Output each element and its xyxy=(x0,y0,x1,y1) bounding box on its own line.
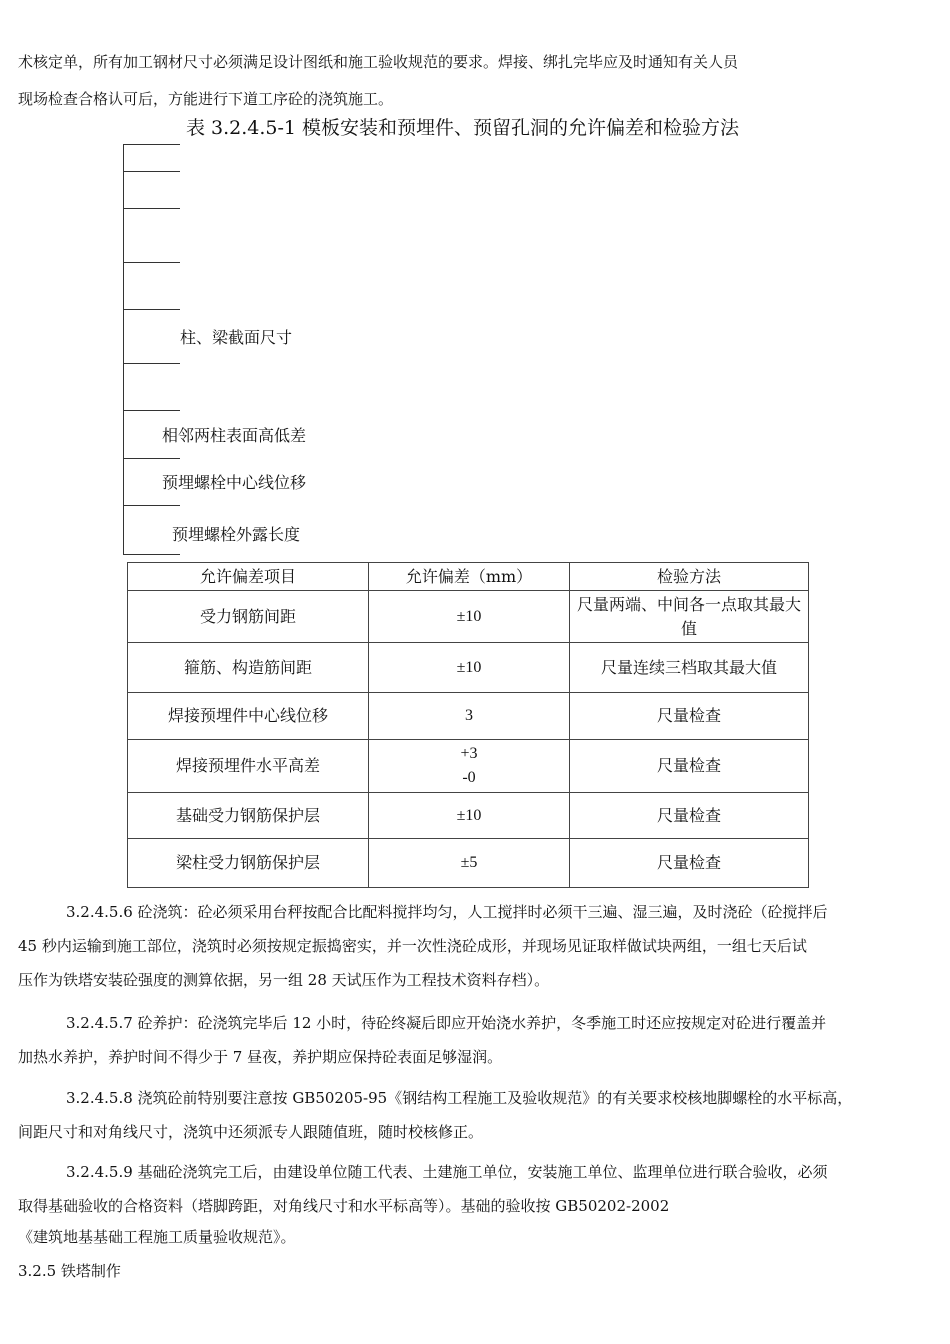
row-tolerance: 3 xyxy=(369,693,570,740)
row-method: 尺量检查 xyxy=(570,793,809,839)
header-item: 允许偏差项目 xyxy=(128,563,369,591)
paragraph-line: 3.2.4.5.8 浇筑砼前特别要注意按 GB50205-95《钢结构工程施工及验收规范》的有关要求校核地脚螺栓的水平标高， xyxy=(66,1089,853,1107)
table-row xyxy=(128,693,809,740)
tolerance-table xyxy=(127,562,809,888)
row-tolerance: ±10 xyxy=(369,793,570,839)
table-row xyxy=(128,591,809,643)
tolerance-lower: -0 xyxy=(462,769,476,786)
row-tolerance: ±5 xyxy=(369,839,570,888)
row-tolerance xyxy=(369,740,570,793)
header-method: 检验方法 xyxy=(570,563,809,591)
row-method: 尺量检查 xyxy=(570,839,809,888)
row-item: 焊接预埋件中心线位移 xyxy=(128,693,369,740)
row-method: 尺量两端、中间各一点取其最大值 xyxy=(570,591,809,643)
row-method: 尺量连续三档取其最大值 xyxy=(570,643,809,693)
fragment-item: 预埋螺栓中心线位移 xyxy=(162,473,307,492)
table-row xyxy=(128,643,809,693)
paragraph-line: 《建筑地基基础工程施工质量验收规范》。 xyxy=(18,1228,296,1246)
table-title: 表 3.2.4.5-1 模板安装和预埋件、预留孔洞的允许偏差和检验方法 xyxy=(186,117,740,139)
paragraph-3-2-4-5-6 xyxy=(18,895,918,997)
fragment-rule xyxy=(123,208,180,209)
fragment-rule xyxy=(123,410,180,411)
fragment-border-left xyxy=(123,144,124,555)
paragraph-line: 3.2.4.5.6 砼浇筑：砼必须采用台秤按配合比配料搅拌均匀，人工搅拌时必须干三遍、湿三遍，及时浇砼（砼搅拌后 xyxy=(66,903,828,921)
paragraph-line: 压作为铁塔安装砼强度的测算依据，另一组 28 天试压作为工程技术资料存档）。 xyxy=(18,971,550,989)
fragment-rule xyxy=(123,363,180,364)
row-item: 梁柱受力钢筋保护层 xyxy=(128,839,369,888)
paragraph-line: 3.2.4.5.9 基础砼浇筑完工后，由建设单位随工代表、土建施工单位，安装施工单位、监理单位进行联合验收，必须 xyxy=(66,1163,828,1181)
fragment-rule xyxy=(123,144,180,145)
paragraph-line: 45 秒内运输到施工部位，浇筑时必须按规定振捣密实，并一次性浇砼成形，并现场见证取样做试块两组，一组七天后试 xyxy=(18,937,807,955)
paragraph-3-2-4-5-7 xyxy=(18,1006,918,1074)
row-item: 焊接预埋件水平高差 xyxy=(128,740,369,793)
paragraph-line: 取得基础验收的合格资料（塔脚跨距，对角线尺寸和水平标高等）。基础的验收按 GB50202-2002 xyxy=(18,1197,670,1215)
row-method: 尺量检查 xyxy=(570,693,809,740)
paragraph-line: 间距尺寸和对角线尺寸，浇筑中还须派专人跟随值班，随时校核修正。 xyxy=(18,1123,484,1141)
fragment-rule xyxy=(123,262,180,263)
fragment-rule xyxy=(123,554,180,555)
fragment-rule xyxy=(123,171,180,172)
fragment-item: 预埋螺栓外露长度 xyxy=(172,525,301,544)
row-tolerance: ±10 xyxy=(369,591,570,643)
row-item: 基础受力钢筋保护层 xyxy=(128,793,369,839)
row-item: 箍筋、构造筋间距 xyxy=(128,643,369,693)
row-item: 受力钢筋间距 xyxy=(128,591,369,643)
paragraph-3-2-4-5-8 xyxy=(18,1081,918,1149)
table-row xyxy=(128,793,809,839)
row-tolerance: ±10 xyxy=(369,643,570,693)
fragment-rule xyxy=(123,309,180,310)
header-tolerance: 允许偏差（mm） xyxy=(369,563,570,591)
table-row xyxy=(128,839,809,888)
section-heading: 3.2.5 铁塔制作 xyxy=(18,1262,121,1280)
fragment-item: 柱、梁截面尺寸 xyxy=(180,328,293,347)
table-row xyxy=(128,740,809,793)
fragment-rule xyxy=(123,458,180,459)
tolerance-upper: +3 xyxy=(460,745,478,762)
paragraph-line: 3.2.4.5.7 砼养护：砼浇筑完毕后 12 小时，待砼终凝后即应开始浇水养护，冬季施工时还应按规定对砼进行覆盖并 xyxy=(66,1014,827,1032)
intro-line-1: 术核定单，所有加工钢材尺寸必须满足设计图纸和施工验收规范的要求。焊接、绑扎完毕应及时通知有关人员 xyxy=(18,53,739,71)
intro-line-2: 现场检查合格认可后，方能进行下道工序砼的浇筑施工。 xyxy=(18,90,394,108)
table-header-row xyxy=(128,563,809,591)
paragraph-line: 加热水养护，养护时间不得少于 7 昼夜，养护期应保持砼表面足够湿润。 xyxy=(18,1048,503,1066)
fragment-item: 相邻两柱表面高低差 xyxy=(162,426,307,445)
fragment-rule xyxy=(123,505,180,506)
paragraph-3-2-4-5-9 xyxy=(18,1155,918,1251)
row-method: 尺量检查 xyxy=(570,740,809,793)
